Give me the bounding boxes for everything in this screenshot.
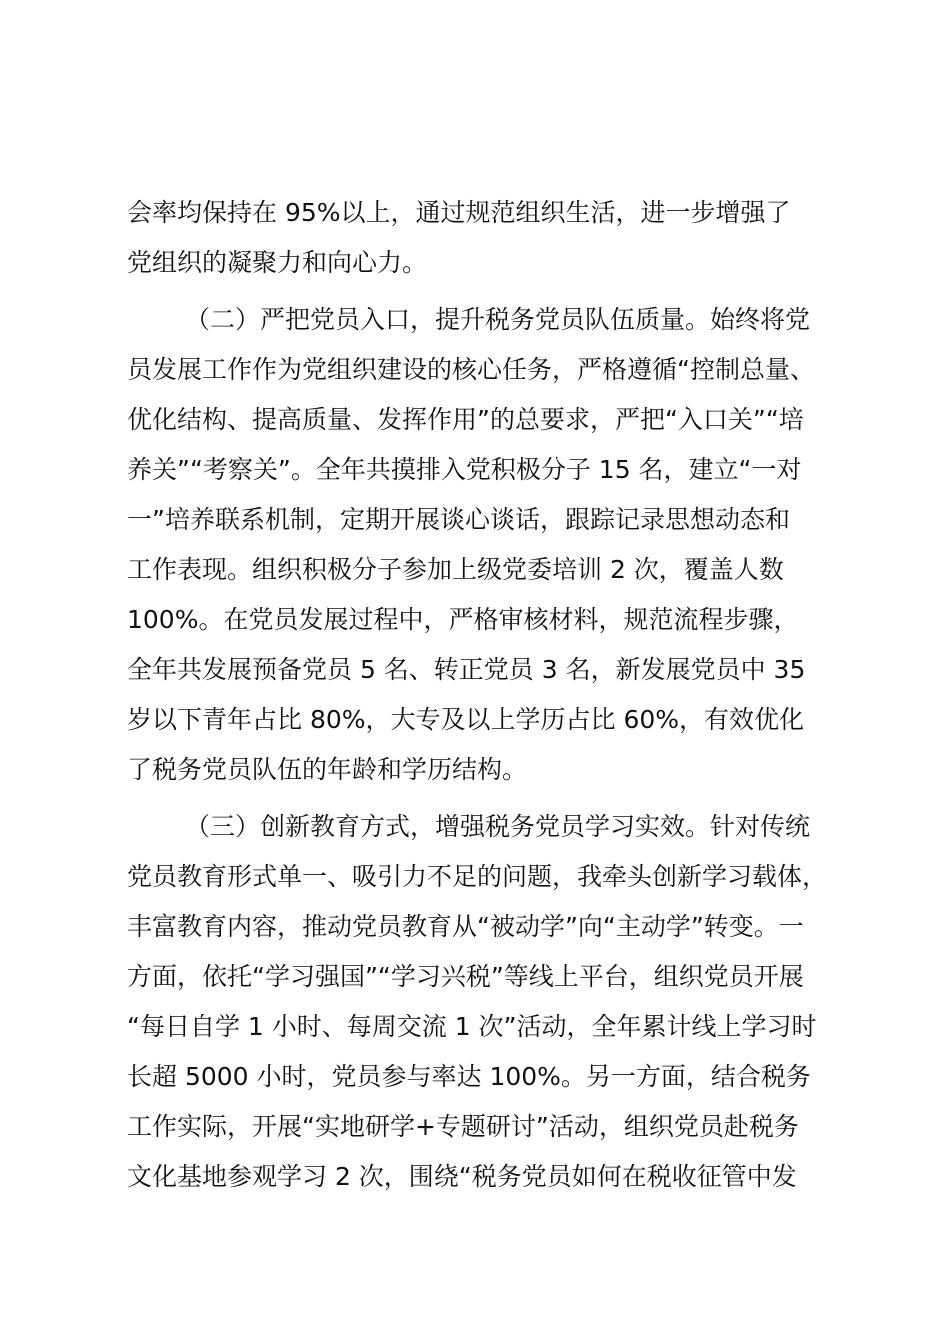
text-line: 方面，依托“学习强国”“学习兴税”等线上平台，组织党员开展 <box>127 962 804 991</box>
text-line: 100%。在党员发展过程中，严格审核材料，规范流程步骤， <box>127 605 799 634</box>
text-line: 了税务党员队伍的年龄和学历结构。 <box>127 755 528 784</box>
text-line: 丰富教育内容，推动党员教育从“被动学”向“主动学”转变。一 <box>127 912 804 941</box>
paragraph-heading-line: （三）创新教育方式，增强税务党员学习实效。针对传统 <box>185 812 811 841</box>
text-line: 岁以下青年占比 80%，大专及以上学历占比 60%，有效优化 <box>127 705 805 734</box>
text-line: “每日自学 1 小时、每周交流 1 次”活动，全年累计线上学习时 <box>127 1012 817 1041</box>
text-line: 工作表现。组织积极分子参加上级党委培训 2 次，覆盖人数 <box>127 555 784 584</box>
text-line: 党员教育形式单一、吸引力不足的问题，我牵头创新学习载体， <box>127 862 828 891</box>
text-line: 会率均保持在 95%以上，通过规范组织生活，进一步增强了 <box>127 198 791 227</box>
text-line: 养关”“考察关”。全年共摸排入党积极分子 15 名，建立“一对 <box>127 455 802 484</box>
text-line: 一”培养联系机制，定期开展谈心谈话，跟踪记录思想动态和 <box>127 505 790 534</box>
text-line: 长超 5000 小时，党员参与率达 100%。另一方面，结合税务 <box>127 1062 811 1091</box>
text-line: 优化结构、提高质量、发挥作用”的总要求，严把“入口关”“培 <box>127 405 804 434</box>
text-line: 全年共发展预备党员 5 名、转正党员 3 名，新发展党员中 35 <box>127 655 806 684</box>
text-line: 党组织的凝聚力和向心力。 <box>127 248 428 277</box>
paragraph-heading-line: （二）严把党员入口，提升税务党员队伍质量。始终将党 <box>185 305 811 334</box>
text-line: 工作实际，开展“实地研学+专题研讨”活动，组织党员赴税务 <box>127 1112 799 1141</box>
text-line: 文化基地参观学习 2 次，围绕“税务党员如何在税收征管中发 <box>127 1162 797 1191</box>
text-line: 员发展工作作为党组织建设的核心任务，严格遵循“控制总量、 <box>127 355 815 384</box>
